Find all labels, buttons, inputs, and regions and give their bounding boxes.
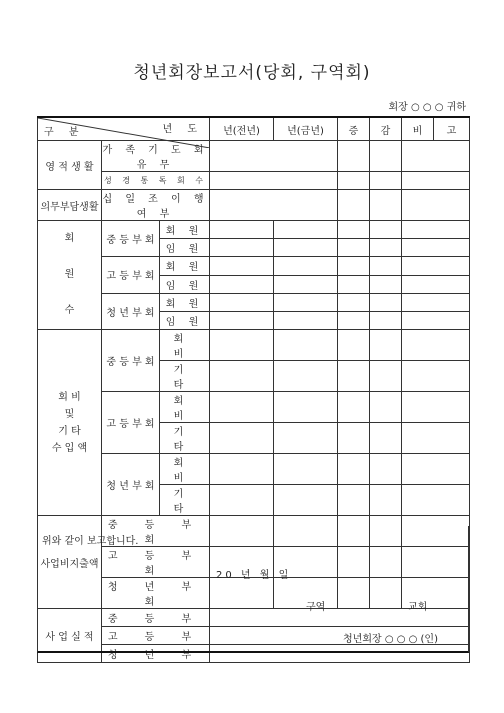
sub-item: 회 원	[160, 257, 210, 276]
family-prayer-item: 가 족 기 도 회 유 무	[102, 141, 210, 172]
entry-cell[interactable]	[402, 485, 470, 516]
entry-cell[interactable]	[402, 293, 470, 312]
header-diagonal-cell	[38, 117, 210, 141]
entry-cell[interactable]	[274, 293, 338, 312]
entry-cell[interactable]	[370, 312, 402, 330]
tithe-item: 십 일 조 이 행 여 부	[102, 190, 210, 221]
entry-cell[interactable]	[370, 141, 402, 172]
document-title: 청년회장보고서(당회, 구역회)	[133, 63, 371, 83]
entry-cell[interactable]	[210, 293, 274, 312]
entry-cell[interactable]	[274, 275, 338, 293]
expense-item: 중 등 부 회	[102, 516, 210, 547]
entry-cell[interactable]	[274, 392, 338, 423]
expense-item: 청 년 부 회	[102, 578, 210, 609]
sub-item: 회 비	[160, 392, 210, 423]
col-increase: 증	[338, 117, 370, 141]
entry-cell[interactable]	[338, 423, 370, 454]
entry-cell[interactable]	[402, 172, 470, 190]
entry-cell[interactable]	[370, 454, 402, 485]
entry-cell[interactable]	[274, 221, 338, 239]
project-expense-label: 사업비지출액	[38, 516, 102, 609]
entry-cell[interactable]	[274, 330, 338, 361]
entry-cell[interactable]	[338, 141, 370, 172]
col-remarks-2: 고	[434, 117, 470, 141]
entry-cell[interactable]	[402, 141, 470, 172]
entry-cell[interactable]	[210, 485, 274, 516]
entry-cell[interactable]	[338, 392, 370, 423]
entry-cell[interactable]	[338, 293, 370, 312]
member-count-label	[38, 221, 102, 330]
entry-cell[interactable]	[402, 392, 470, 423]
report-statement: 위와 같이 보고합니다.	[42, 536, 139, 547]
entry-cell[interactable]	[370, 293, 402, 312]
group-name: 청 년 부 회	[102, 454, 160, 516]
fees-label-line: 회 비	[58, 391, 81, 403]
header-category-label: 구 분	[44, 127, 85, 138]
entry-cell[interactable]	[274, 239, 338, 257]
signer-line: 청년회장 ○ ○ ○ (인)	[343, 634, 438, 645]
entry-cell[interactable]	[210, 454, 274, 485]
entry-cell[interactable]	[370, 361, 402, 392]
sub-item: 임 원	[160, 239, 210, 257]
entry-cell[interactable]	[210, 423, 274, 454]
group-name: 청 년 부 회	[102, 293, 160, 330]
header-year-label: 년 도	[162, 124, 204, 135]
entry-cell[interactable]	[402, 423, 470, 454]
entry-cell[interactable]	[338, 275, 370, 293]
entry-cell[interactable]	[210, 172, 338, 190]
entry-cell[interactable]	[338, 239, 370, 257]
expense-item: 고 등 부 회	[102, 547, 210, 578]
entry-cell[interactable]	[370, 190, 402, 221]
entry-cell[interactable]	[402, 330, 470, 361]
entry-cell[interactable]	[338, 257, 370, 276]
col-remarks-1: 비	[402, 117, 434, 141]
sub-item: 회 비	[160, 454, 210, 485]
entry-cell[interactable]	[210, 392, 274, 423]
entry-cell[interactable]	[402, 257, 470, 276]
entry-cell[interactable]	[210, 330, 274, 361]
report-footer	[37, 526, 469, 653]
entry-cell[interactable]	[210, 221, 274, 239]
sub-item: 기 타	[160, 361, 210, 392]
sub-item: 기 타	[160, 423, 210, 454]
entry-cell[interactable]	[402, 221, 470, 239]
entry-cell[interactable]	[210, 239, 274, 257]
entry-cell[interactable]	[274, 257, 338, 276]
addressee-line: 회장 ○ ○ ○ 귀하	[388, 102, 466, 113]
results-item: 중 등 부	[102, 609, 210, 627]
sub-item: 임 원	[160, 312, 210, 330]
results-item: 고 등 부	[102, 627, 210, 645]
entry-cell[interactable]	[370, 423, 402, 454]
spiritual-life-label: 영 적 생 활	[38, 141, 102, 190]
group-name: 고 등 부 회	[102, 257, 160, 294]
entry-cell[interactable]	[338, 361, 370, 392]
entry-cell[interactable]	[402, 190, 470, 221]
entry-cell[interactable]	[338, 172, 370, 190]
col-this-year: 년(금년)	[274, 117, 338, 141]
entry-cell[interactable]	[370, 257, 402, 276]
entry-cell[interactable]	[370, 330, 402, 361]
entry-cell[interactable]	[370, 275, 402, 293]
entry-cell[interactable]	[274, 423, 338, 454]
results-item: 청 년 부	[102, 645, 210, 663]
member-label-char: 수	[64, 305, 75, 316]
entry-cell[interactable]	[370, 172, 402, 190]
bible-reading-item: 성 경 통 독 회 수	[102, 172, 210, 190]
col-prev-year: 년(전년)	[210, 117, 274, 141]
entry-cell[interactable]	[370, 392, 402, 423]
sub-item: 회 비	[160, 330, 210, 361]
entry-cell[interactable]	[210, 275, 274, 293]
entry-cell[interactable]	[402, 275, 470, 293]
group-name: 중 등 부 회	[102, 330, 160, 392]
entry-cell[interactable]	[210, 257, 274, 276]
church-field: 교회	[408, 602, 428, 613]
sub-item: 임 원	[160, 275, 210, 293]
sub-item: 회 원	[160, 293, 210, 312]
entry-cell[interactable]	[370, 485, 402, 516]
entry-cell[interactable]	[338, 485, 370, 516]
member-label-char: 회	[64, 233, 75, 244]
entry-cell[interactable]	[210, 190, 338, 221]
group-name: 중 등 부 회	[102, 221, 160, 257]
member-label-char: 원	[64, 269, 75, 280]
fees-income-label	[38, 330, 102, 516]
entry-cell[interactable]	[402, 454, 470, 485]
fees-label-line: 및	[64, 408, 75, 420]
entry-cell[interactable]	[338, 221, 370, 239]
entry-cell[interactable]	[274, 312, 338, 330]
entry-cell[interactable]	[210, 361, 274, 392]
entry-cell[interactable]	[370, 239, 402, 257]
district-field: 구역	[306, 602, 326, 613]
entry-cell[interactable]	[370, 221, 402, 239]
entry-cell[interactable]	[274, 361, 338, 392]
sub-item: 기 타	[160, 485, 210, 516]
fees-label-line: 수 입 액	[51, 442, 88, 454]
entry-cell[interactable]	[338, 312, 370, 330]
entry-cell[interactable]	[338, 190, 370, 221]
project-results-label: 사 업 실 적	[38, 609, 102, 663]
entry-cell[interactable]	[210, 312, 274, 330]
col-decrease: 감	[370, 117, 402, 141]
entry-cell[interactable]	[338, 454, 370, 485]
duty-life-label: 의무부담생활	[38, 190, 102, 221]
entry-cell[interactable]	[402, 312, 470, 330]
entry-cell[interactable]	[338, 330, 370, 361]
entry-cell[interactable]	[210, 141, 338, 172]
fees-label-line: 기 타	[58, 425, 81, 437]
report-date: 20 년 월 일	[216, 570, 292, 581]
entry-cell[interactable]	[274, 485, 338, 516]
group-name: 고 등 부 회	[102, 392, 160, 454]
entry-cell[interactable]	[402, 361, 470, 392]
entry-cell[interactable]	[402, 239, 470, 257]
entry-cell[interactable]	[274, 454, 338, 485]
sub-item: 회 원	[160, 221, 210, 239]
